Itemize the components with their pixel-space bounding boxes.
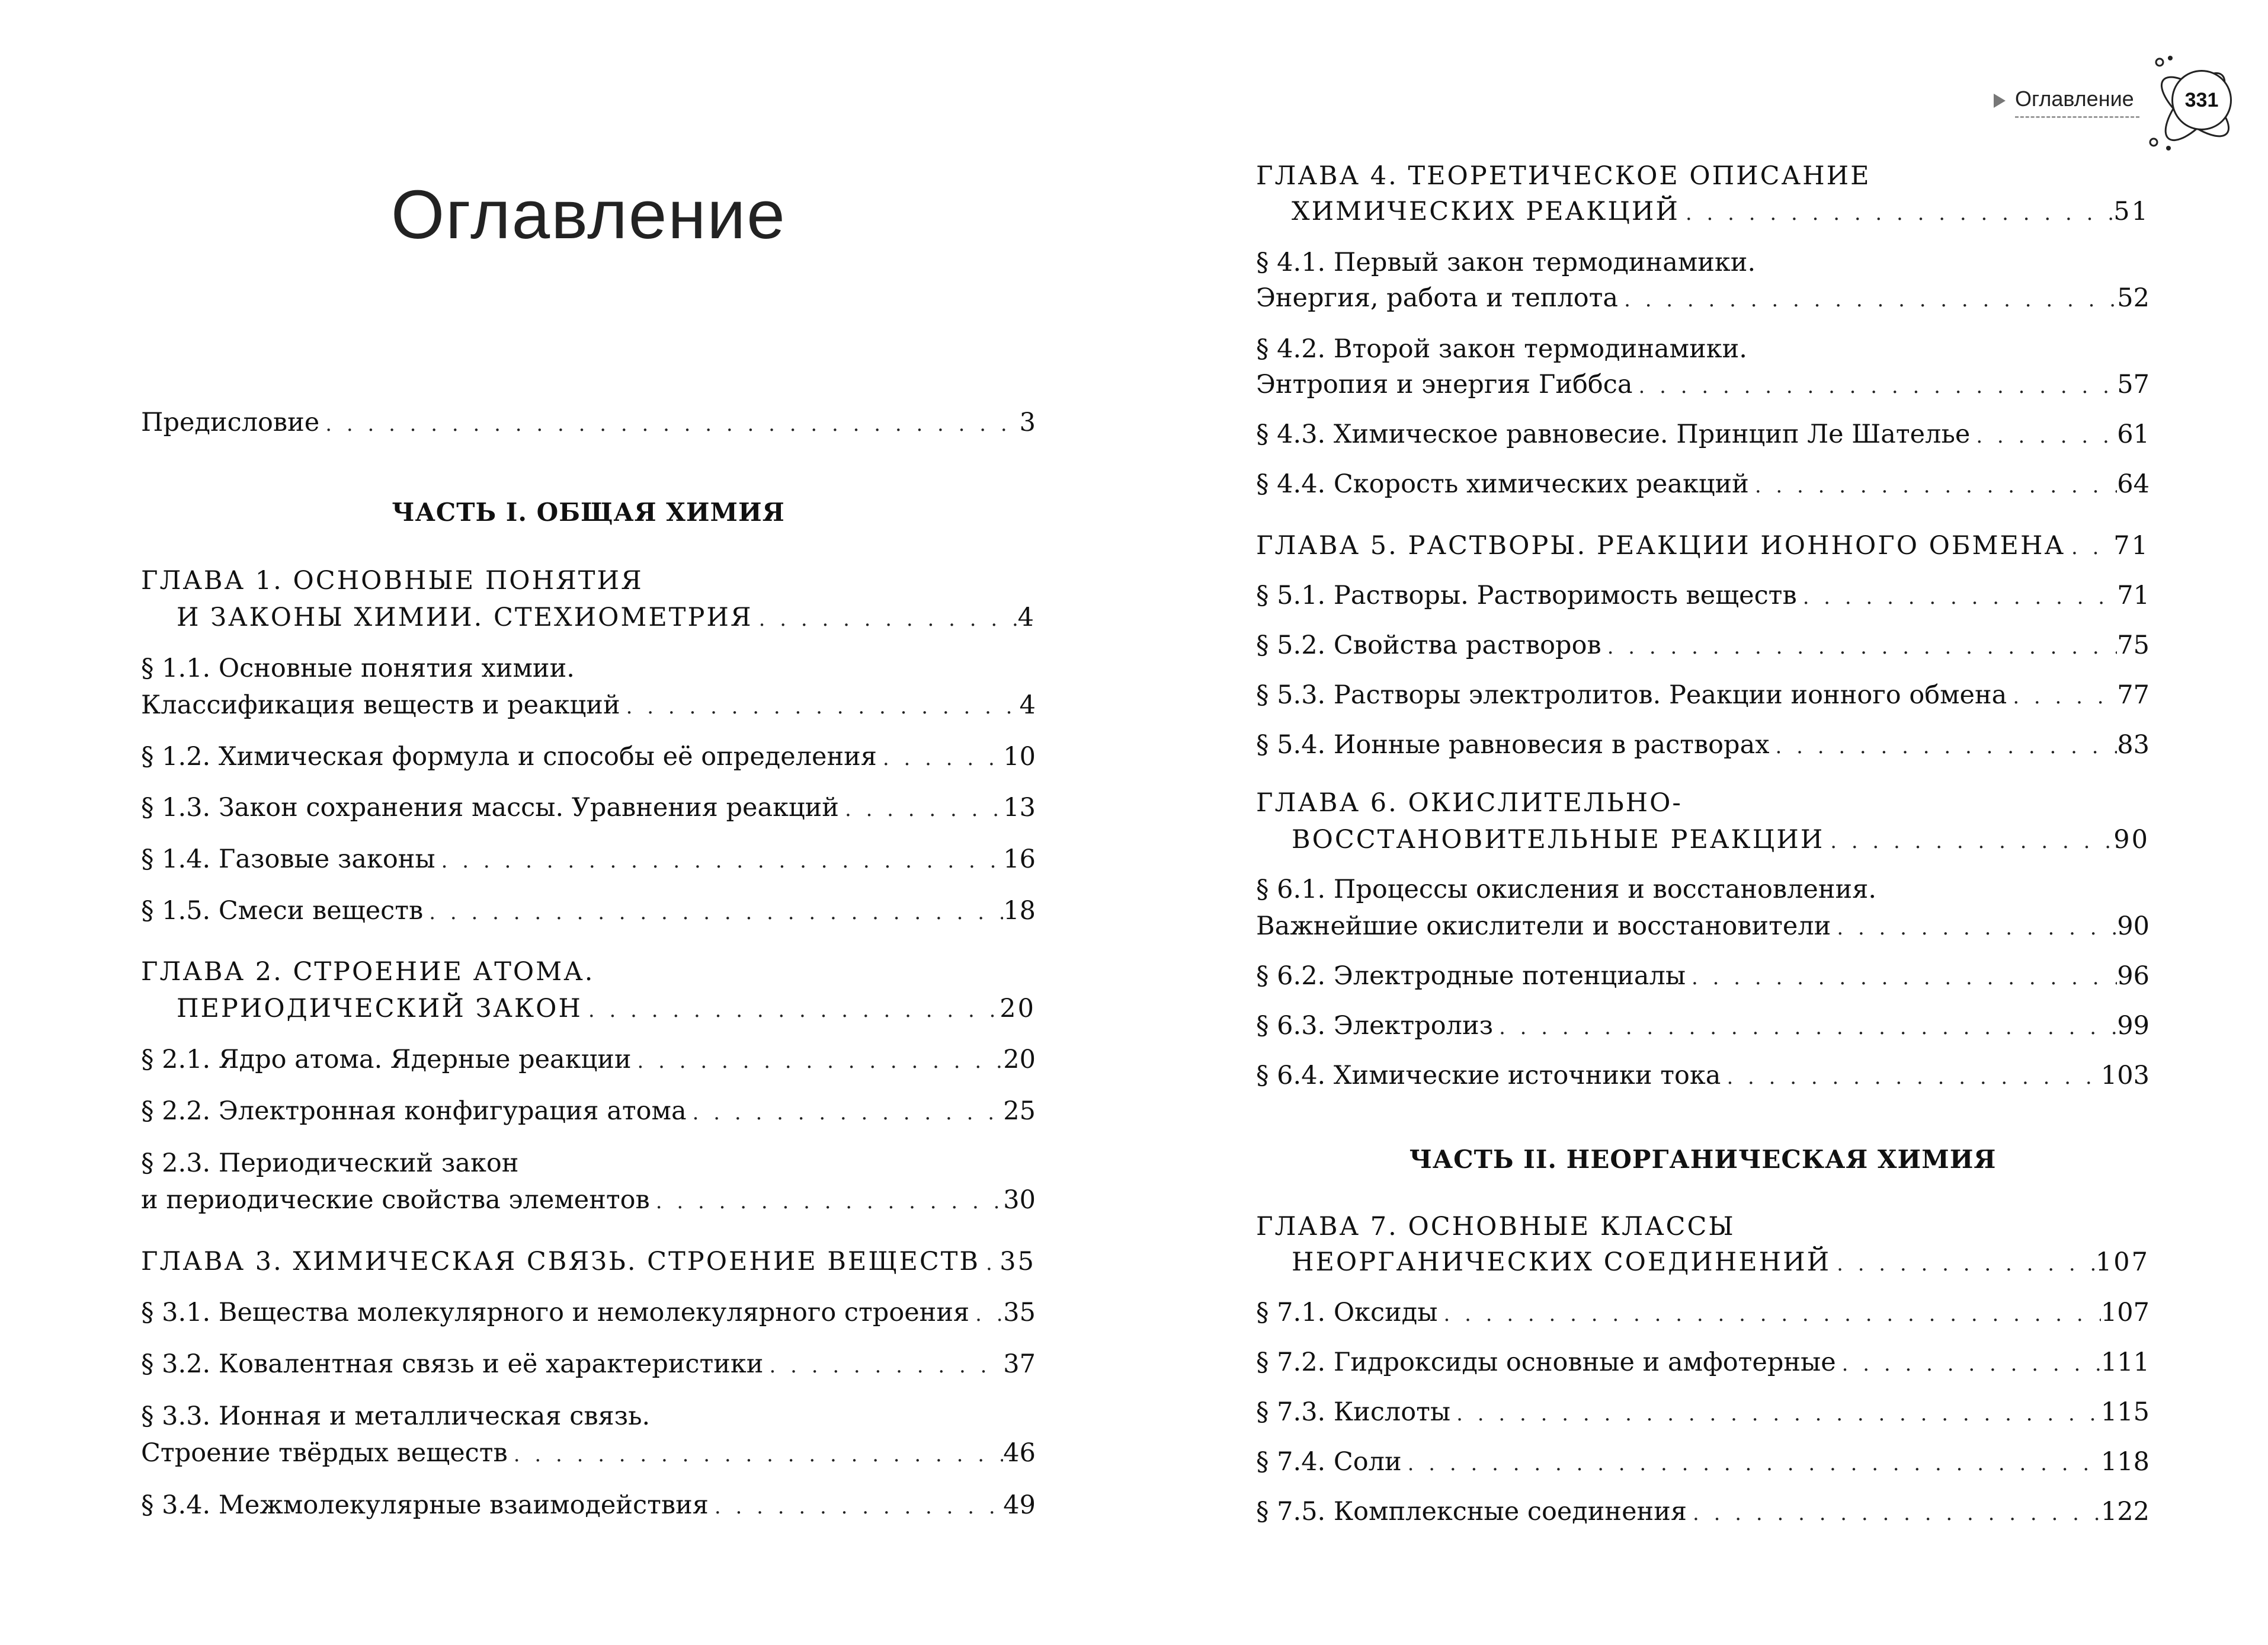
section-title: § 7.2. Гидроксиды основные и амфотерные (1256, 1348, 1836, 1377)
header-divider (2015, 116, 2139, 118)
dot-leader (620, 695, 1020, 719)
entry-page: 77 (2117, 680, 2150, 710)
dot-leader (1687, 1502, 2101, 1525)
section-entry[interactable] (141, 896, 1036, 932)
section-title: Важнейшие окислители и восстановители (1256, 911, 1831, 941)
chapter-title: ГЛАВА 7. ОСНОВНЫЕ КЛАССЫ (1256, 1212, 1735, 1241)
entry-page: 75 (2117, 631, 2150, 660)
chapter-heading[interactable] (1256, 531, 2150, 567)
dot-leader (969, 1302, 1003, 1326)
section-entry-cont[interactable] (141, 690, 1036, 726)
dot-leader (2065, 536, 2113, 559)
dot-leader (980, 1252, 1000, 1275)
dot-leader (687, 1101, 1004, 1125)
section-entry-cont[interactable] (141, 1438, 1036, 1474)
entry-page: 52 (2117, 283, 2150, 313)
dot-leader (435, 849, 1004, 873)
section-title: Энтропия и энергия Гиббса (1256, 370, 1633, 399)
entry-page: 103 (2100, 1061, 2150, 1090)
dot-leader (1721, 1065, 2100, 1089)
dot-leader (1437, 1302, 2100, 1326)
entry-page: 13 (1003, 793, 1036, 823)
entry-page: 90 (2117, 911, 2150, 941)
dot-leader (1836, 1352, 2101, 1376)
dot-leader (1601, 635, 2118, 659)
chapter-title: ГЛАВА 6. ОКИСЛИТЕЛЬНО- (1256, 788, 1683, 818)
section-entry[interactable] (1256, 730, 2150, 766)
section-entry[interactable] (141, 1298, 1036, 1333)
section-entry-cont[interactable] (1256, 283, 2150, 319)
section-entry[interactable] (141, 654, 1036, 689)
chapter-heading-cont[interactable] (141, 994, 1036, 1029)
entry-page: 107 (2100, 1298, 2150, 1327)
section-entry-cont[interactable] (1256, 370, 2150, 405)
chapter-title: ГЛАВА 2. СТРОЕНИЕ АТОМА. (141, 957, 595, 987)
entry-page: 51 (2113, 197, 2150, 226)
section-entry-cont[interactable] (1256, 911, 2150, 947)
entry-page: 90 (2113, 825, 2150, 854)
section-title: Энергия, работа и теплота (1256, 283, 1619, 313)
section-entry[interactable] (1256, 631, 2150, 666)
section-entry[interactable] (1256, 1497, 2150, 1532)
section-title: § 3.1. Вещества молекулярного и немолекулярного строения (141, 1298, 970, 1327)
section-title: § 7.5. Комплексные соединения (1256, 1497, 1687, 1526)
entry-page: 111 (2100, 1348, 2150, 1377)
section-title: § 7.3. Кислоты (1256, 1397, 1451, 1427)
section-entry[interactable] (1256, 1447, 2150, 1483)
section-entry[interactable] (1256, 469, 2150, 505)
section-entry[interactable] (1256, 1011, 2150, 1046)
chapter-title: ГЛАВА 5. РАСТВОРЫ. РЕАКЦИИ ИОННОГО ОБМЕНА (1256, 531, 2066, 561)
section-title: § 3.2. Ковалентная связь и её характеристики (141, 1349, 764, 1379)
section-entry-cont[interactable] (141, 1185, 1036, 1221)
section-entry[interactable] (1256, 248, 2150, 283)
dot-leader (508, 1443, 1004, 1467)
section-entry[interactable] (141, 844, 1036, 880)
chapter-heading-cont[interactable] (1256, 197, 2150, 232)
section-title: § 1.5. Смеси веществ (141, 896, 424, 926)
dot-leader (1831, 916, 2117, 940)
section-entry[interactable] (141, 1349, 1036, 1385)
dot-leader (582, 998, 1000, 1022)
entry-page: 71 (2113, 531, 2150, 561)
chapter-heading[interactable] (141, 566, 1036, 601)
entry-page: 99 (2117, 1011, 2150, 1041)
section-entry[interactable] (1256, 334, 2150, 370)
chapter-heading[interactable] (1256, 788, 2150, 824)
section-title: § 1.3. Закон сохранения массы. Уравнения реакций (141, 793, 839, 823)
dot-leader (763, 1354, 1003, 1378)
section-entry[interactable] (1256, 1397, 2150, 1433)
section-title: Классификация веществ и реакций (141, 690, 620, 720)
entry-page: 18 (1003, 896, 1036, 926)
section-title: § 4.4. Скорость химических реакций (1256, 469, 1749, 499)
section-title: § 3.3. Ионная и металлическая связь. (141, 1401, 651, 1431)
entry-page: 115 (2100, 1397, 2150, 1427)
dot-leader (1680, 201, 2113, 225)
section-entry[interactable] (141, 1096, 1036, 1132)
entry-page: 16 (1003, 844, 1036, 874)
entry-page: 122 (2100, 1497, 2150, 1526)
dot-leader (1402, 1452, 2101, 1476)
entry-page: 118 (2100, 1447, 2150, 1477)
dot-leader (753, 607, 1018, 631)
dot-leader (1450, 1402, 2101, 1426)
section-title: § 5.3. Растворы электролитов. Реакции ионного обмена (1256, 680, 2007, 710)
part-heading: ЧАСТЬ I. ОБЩАЯ ХИМИЯ (392, 498, 785, 527)
section-entry[interactable] (1256, 1348, 2150, 1383)
chapter-title: ПЕРИОДИЧЕСКИЙ ЗАКОН (177, 994, 582, 1023)
chapter-heading[interactable] (141, 1247, 1036, 1282)
entry-page: 20 (1003, 1045, 1036, 1074)
section-title: § 1.1. Основные понятия химии. (141, 654, 575, 683)
section-title: § 6.1. Процессы окисления и восстановления. (1256, 875, 1876, 904)
dot-leader (1749, 474, 2117, 498)
entry-page: 46 (1003, 1438, 1036, 1468)
entry-page: 30 (1003, 1185, 1036, 1215)
running-title: Оглавление (2015, 87, 2134, 111)
chapter-heading-cont[interactable] (1256, 1247, 2150, 1283)
section-title: § 6.3. Электролиз (1256, 1011, 1494, 1041)
dot-leader (1686, 966, 2117, 990)
entry-page: 10 (1003, 742, 1036, 772)
dot-leader (423, 901, 1003, 924)
section-title: § 7.1. Оксиды (1256, 1298, 1438, 1327)
chapter-title: ГЛАВА 1. ОСНОВНЫЕ ПОНЯТИЯ (141, 566, 643, 596)
section-title: § 5.4. Ионные равновесия в растворах (1256, 730, 1770, 760)
section-entry[interactable] (1256, 581, 2150, 616)
entry-page: 96 (2117, 961, 2150, 991)
entry-page: 3 (1019, 408, 1036, 437)
entry-page: 37 (1003, 1349, 1036, 1379)
section-entry[interactable] (141, 742, 1036, 777)
dot-leader (1633, 375, 2118, 398)
entry-page: 49 (1003, 1490, 1036, 1520)
section-entry[interactable] (1256, 1061, 2150, 1096)
section-entry[interactable] (1256, 875, 2150, 910)
section-title: § 2.1. Ядро атома. Ядерные реакции (141, 1045, 632, 1074)
entry-page: 35 (1000, 1247, 1036, 1276)
section-title: § 6.4. Химические источники тока (1256, 1061, 1721, 1090)
entry-page: 25 (1003, 1096, 1036, 1126)
section-entry[interactable] (1256, 1298, 2150, 1333)
section-title: § 3.4. Межмолекулярные взаимодействия (141, 1490, 709, 1520)
chapter-title: ГЛАВА 3. ХИМИЧЕСКАЯ СВЯЗЬ. СТРОЕНИЕ ВЕЩЕСТВ (141, 1247, 981, 1276)
section-title: § 5.2. Свойства растворов (1256, 631, 1601, 660)
header-arrow-icon (1994, 94, 2006, 108)
section-entry[interactable] (141, 1148, 1036, 1184)
section-entry[interactable] (1256, 680, 2150, 716)
running-header (1994, 83, 2231, 166)
chapter-title: НЕОРГАНИЧЕСКИХ СОЕДИНЕНИЙ (1292, 1247, 1831, 1277)
part-heading: ЧАСТЬ II. НЕОРГАНИЧЕСКАЯ ХИМИЯ (1409, 1145, 1997, 1174)
dot-leader (1618, 288, 2117, 312)
page-number: 331 (2184, 88, 2219, 111)
dot-leader (319, 412, 1019, 436)
chapter-title: ХИМИЧЕСКИХ РЕАКЦИЙ (1292, 197, 1680, 226)
section-entry[interactable] (141, 1490, 1036, 1526)
dot-leader (2007, 685, 2117, 709)
section-entry[interactable] (1256, 420, 2150, 455)
entry-page: 83 (2117, 730, 2150, 760)
dot-leader (877, 747, 1003, 770)
chapter-heading[interactable] (1256, 1212, 2150, 1247)
dot-leader (1824, 830, 2113, 853)
page-number-badge (2171, 70, 2232, 130)
section-title: Строение твёрдых веществ (141, 1438, 508, 1468)
section-entry[interactable] (141, 1401, 1036, 1437)
entry-page: 4 (1019, 690, 1036, 720)
section-entry[interactable] (1256, 961, 2150, 997)
chapter-title: ГЛАВА 4. ТЕОРЕТИЧЕСКОЕ ОПИСАНИЕ (1256, 161, 1871, 191)
entry-page: 107 (2095, 1247, 2150, 1277)
entry-page: 61 (2117, 420, 2150, 449)
entry-label: Предисловие (141, 408, 320, 437)
section-title: и периодические свойства элементов (141, 1185, 650, 1215)
dot-leader (1797, 585, 2118, 609)
entry-page: 20 (1000, 994, 1036, 1023)
section-title: § 6.2. Электродные потенциалы (1256, 961, 1686, 991)
section-title: § 7.4. Соли (1256, 1447, 1402, 1477)
section-title: § 4.3. Химическое равновесие. Принцип Ле Шателье (1256, 420, 1971, 449)
chapter-heading[interactable] (1256, 161, 2150, 197)
chapter-title: ВОССТАНОВИТЕЛЬНЫЕ РЕАКЦИИ (1292, 825, 1825, 854)
section-title: § 4.1. Первый закон термодинамики. (1256, 248, 1756, 277)
dot-leader (632, 1049, 1004, 1073)
entry-page: 35 (1003, 1298, 1036, 1327)
section-title: § 5.1. Растворы. Растворимость веществ (1256, 581, 1797, 610)
chapter-title: И ЗАКОНЫ ХИМИИ. СТЕХИОМЕТРИЯ (177, 603, 753, 632)
chapter-heading-cont[interactable] (1256, 825, 2150, 860)
dot-leader (709, 1495, 1003, 1519)
entry-page: 57 (2117, 370, 2150, 399)
entry-page: 71 (2117, 581, 2150, 610)
section-title: § 1.4. Газовые законы (141, 844, 435, 874)
section-title: § 2.2. Электронная конфигурация атома (141, 1096, 687, 1126)
entry-page: 64 (2117, 469, 2150, 499)
section-title: § 4.2. Второй закон термодинамики. (1256, 334, 1747, 364)
dot-leader (1493, 1016, 2117, 1039)
section-title: § 1.2. Химическая формула и способы её определения (141, 742, 877, 772)
dot-leader (1970, 424, 2117, 448)
dot-leader (650, 1190, 1004, 1214)
chapter-heading-cont[interactable] (141, 603, 1036, 638)
toc-entry-preface[interactable] (141, 408, 1036, 443)
chapter-heading[interactable] (141, 957, 1036, 993)
page-title: Оглавление (391, 176, 786, 253)
entry-page: 4 (1017, 603, 1036, 632)
dot-leader (839, 798, 1003, 821)
dot-leader (1769, 735, 2117, 759)
section-title: § 2.3. Периодический закон (141, 1148, 519, 1178)
dot-leader (1831, 1252, 2096, 1276)
section-entry[interactable] (141, 793, 1036, 828)
section-entry[interactable] (141, 1045, 1036, 1080)
